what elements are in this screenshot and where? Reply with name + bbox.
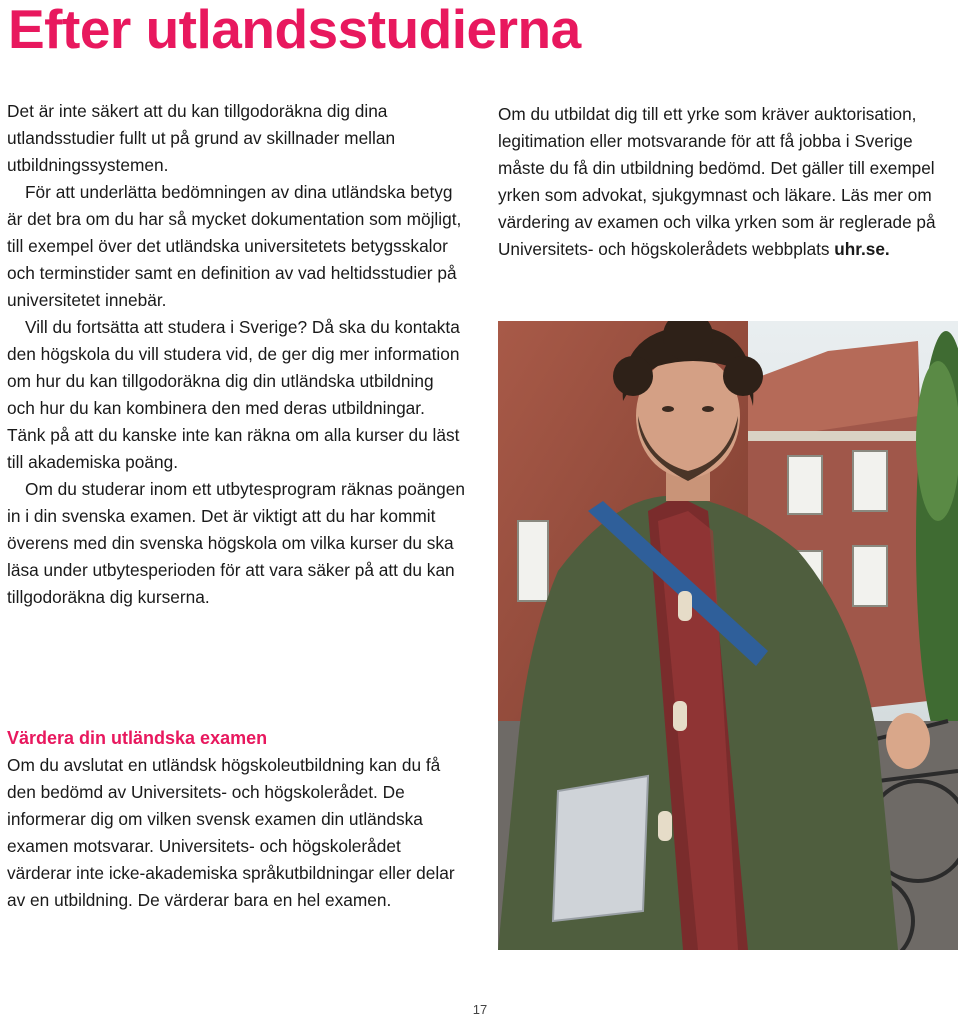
section-heading: Värdera din utländska examen (7, 728, 268, 748)
paragraph-regulated-professions (498, 101, 958, 263)
regulated-professions-text: Om du utbildat dig till ett yrke som kräver auktorisation, legitimation eller motsvarande för att få jobba i Sverige måste du få din utbildning bedömd. Det gäller till exempel yrken som advokat, sjukgymnast och läkare. Läs mer om värdering av examen och vilka yrken som är reglerade på Universitets- och högskolerådets webbplats (498, 104, 936, 259)
page-title: Efter utlandsstudierna (8, 0, 581, 60)
paragraph-continue-studies: Vill du fortsätta att studera i Sverige? Då ska du kontakta den högskola du vill studera vid, de ger dig mer information om hur du kan tillgodoräkna dig din utländska utbildning och hur du kan kombinera den med deras utbildningar. Tänk på att du kanske inte kan räkna om alla kurser du läst till akademiska poäng. (7, 317, 460, 472)
page-number: 17 (472, 1002, 488, 1017)
paragraph-evaluate-degree: Om du avslutat en utländsk högskoleutbildning kan du få den bedömd av Universitets- och högskolerådet. De informerar dig om vilken svensk examen din utländska examen motsvarar. Universitets- och högskolerådet värderar inte icke-akademiska språkutbildningar eller delar av en utbildning. De värderar bara en hel examen. (7, 755, 455, 910)
paragraph-exchange: Om du studerar inom ett utbytesprogram räknas poängen in i din svenska examen. Det är viktigt att du har kommit överens med din svenska högskola om vilka kurser du ska läsa under utbytesperioden för att vara säker på att du kan tillgodoräkna dig kurserna. (7, 479, 465, 607)
paragraph-intro: Det är inte säkert att du kan tillgodoräkna dig dina utlandsstudier fullt ut på grund av skillnader mellan utbildningssystemen. (7, 101, 396, 175)
right-column (498, 101, 958, 263)
student-photo (498, 321, 958, 950)
bottom-left-column (7, 752, 465, 914)
paragraph-documentation: För att underlätta bedömningen av dina utländska betyg är det bra om du har så mycket dokumentation som möjligt, till exempel över det utländska universitetets betygsskalor och terminstider samt en definition av vad heltidsstudier på universitetet innebär. (7, 182, 462, 310)
left-column (7, 98, 465, 611)
uhr-link[interactable]: uhr.se. (834, 239, 890, 259)
